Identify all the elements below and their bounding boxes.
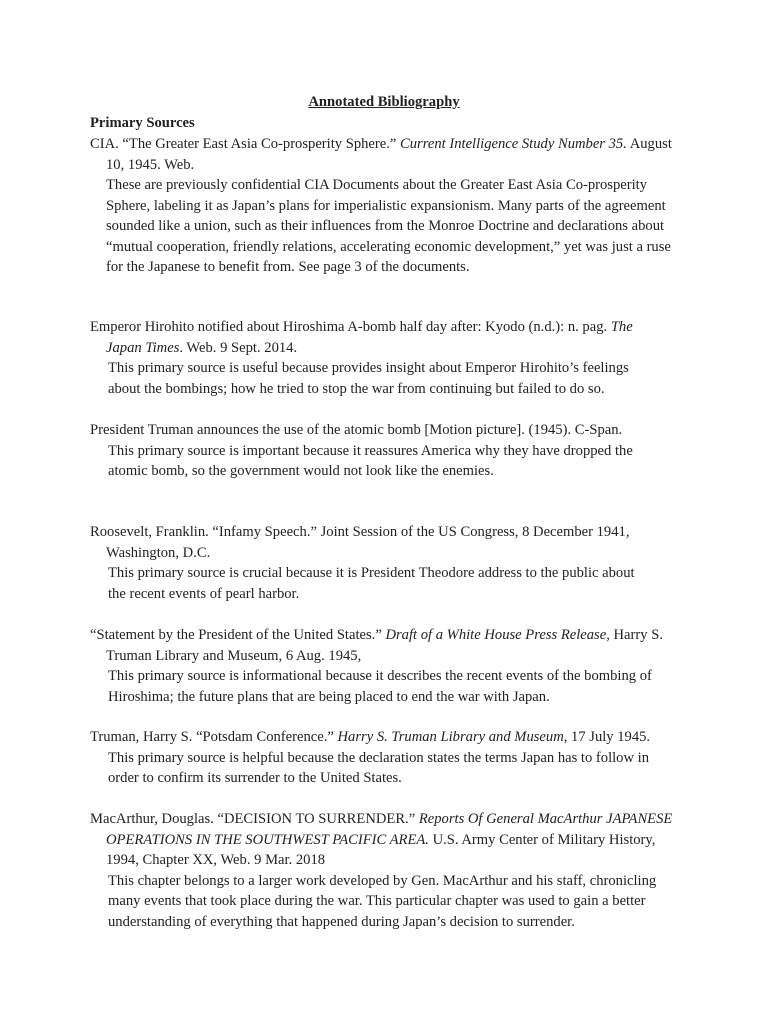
citation-italic-title: Harry S. Truman Library and Museum bbox=[337, 729, 564, 745]
citation-details: , 17 July 1945. bbox=[563, 729, 651, 745]
annotation-text: This primary source is useful because provides insight about Emperor Hirohito’s feelings about the bombings; how he tried to stop the war from continuing but failed to do so. bbox=[108, 360, 629, 397]
citation-details: August 10, 1945. Web. bbox=[106, 136, 672, 173]
annotation-text: These are previously confidential CIA Documents about the Greater East Asia Co-prosperity Sphere, labeling it as Japan’s plans for imperialistic expansionism. Many parts of the agreement sounded like a union, such as their influences from the Monroe Doctrine and declarations about “mutual cooperation, friendly relations, accelerating economic development,” yet was just a ruse for the Japanese to benefit from. See page 3 of the documents. bbox=[106, 177, 671, 275]
annotation-text: This chapter belongs to a larger work developed by Gen. MacArthur and his staff, chronicling many events that took place during the war. This particular chapter was used to gain a better understanding of everything that happened during Japan’s decision to surrender. bbox=[108, 872, 657, 930]
citation bbox=[90, 809, 682, 871]
annotation-text: This primary source is crucial because it is President Theodore address to the public about the recent events of pearl harbor. bbox=[108, 565, 635, 602]
page-title: Annotated Bibliography bbox=[308, 94, 460, 110]
citation-text: President Truman announces the use of the atomic bomb [Motion picture]. (1945). C-Span. bbox=[90, 422, 623, 438]
citation-text: Emperor Hirohito notified about Hiroshima A-bomb half day after: Kyodo (n.d.): n. pag. bbox=[90, 319, 611, 335]
bibliography-entry bbox=[90, 420, 670, 482]
annotation-text: This primary source is important because it reassures America why they have dropped the atomic bomb, so the government would not look like the enemies. bbox=[108, 442, 633, 479]
bibliography-entry bbox=[90, 625, 680, 707]
citation-italic-title: Draft of a White House Press Release bbox=[385, 627, 607, 643]
bibliography-entry bbox=[90, 134, 680, 278]
annotation-text: This primary source is informational because it describes the recent events of the bombing of Hiroshima; the future plans that are being placed to end the war with Japan. bbox=[108, 668, 652, 705]
citation-text: MacArthur, Douglas. “DECISION TO SURRENDER.” bbox=[90, 811, 419, 827]
citation bbox=[90, 134, 680, 175]
section-heading-primary-sources: Primary Sources bbox=[90, 115, 195, 131]
annotation-text: This primary source is helpful because the declaration states the terms Japan has to follow in order to confirm its surrender to the United States. bbox=[108, 749, 650, 786]
citation bbox=[90, 625, 680, 666]
citation-text: CIA. “The Greater East Asia Co-prosperity Sphere.” bbox=[90, 136, 401, 152]
citation-italic-title: The Japan Times bbox=[106, 319, 633, 356]
citation bbox=[90, 317, 650, 358]
citation-text: “Statement by the President of the United States.” bbox=[90, 627, 386, 643]
citation bbox=[90, 420, 670, 441]
bibliography-entry bbox=[90, 809, 682, 932]
citation-details: U.S. Army Center of Military History, 1994, Chapter XX, Web. 9 Mar. 2018 bbox=[106, 831, 656, 868]
citation-text: Truman, Harry S. “Potsdam Conference.” bbox=[90, 729, 338, 745]
bibliography-entry bbox=[90, 522, 650, 604]
citation-details: . Web. 9 Sept. 2014. bbox=[179, 339, 298, 356]
citation-details: , Harry S. Truman Library and Museum, 6 Aug. 1945, bbox=[106, 627, 663, 664]
citation bbox=[90, 727, 680, 748]
bibliography-entry bbox=[90, 727, 680, 789]
bibliography-entry bbox=[90, 317, 650, 399]
citation-text: Roosevelt, Franklin. “Infamy Speech.” Joint Session of the US Congress, 8 December 1941, Washington, D.C. bbox=[90, 524, 630, 561]
citation bbox=[90, 522, 650, 563]
citation-italic-title: Reports Of General MacArthur JAPANESE OPERATIONS IN THE SOUTHWEST PACIFIC AREA. bbox=[106, 811, 673, 848]
citation-italic-title: Current Intelligence Study Number 35. bbox=[400, 136, 627, 152]
